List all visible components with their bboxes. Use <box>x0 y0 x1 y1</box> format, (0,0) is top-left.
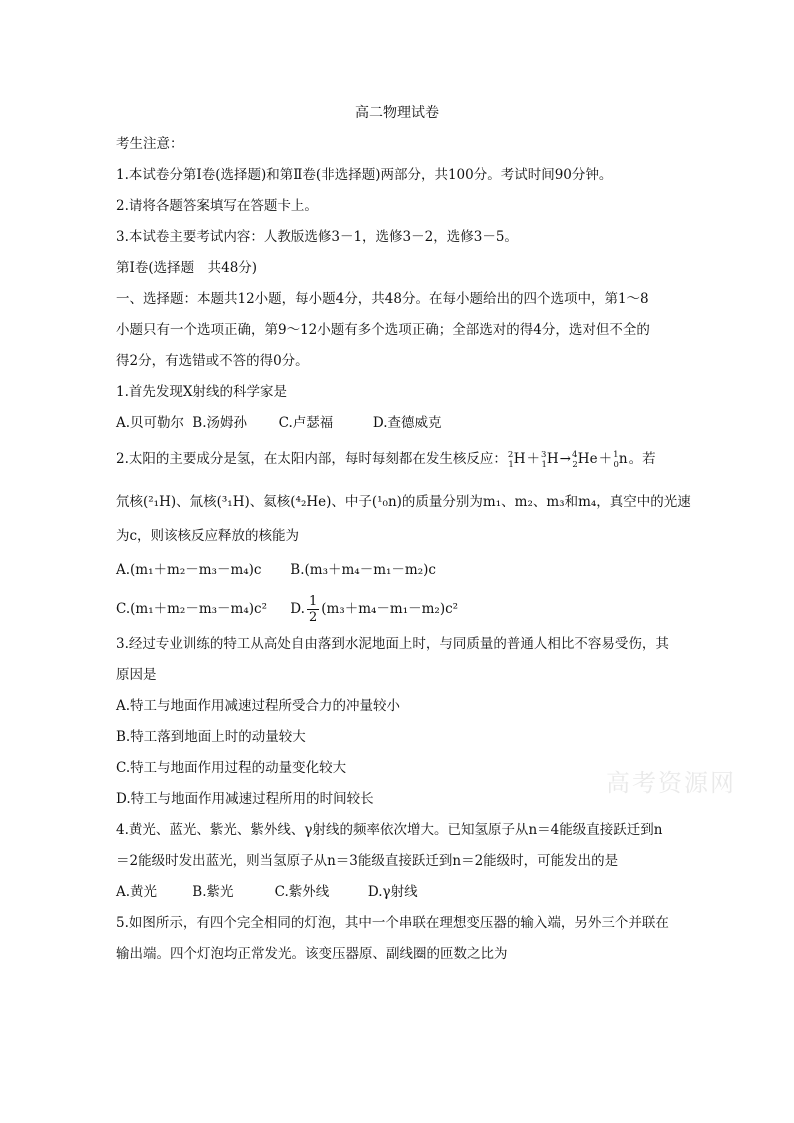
option-c: C.(m₁＋m₂－m₃－m₄)c² <box>116 601 267 617</box>
neutron-symbol: $^1_0$n <box>613 450 628 470</box>
option-d-label: D. <box>290 601 305 617</box>
option-b: B.特工落到地面上时的动量较大 <box>116 729 306 745</box>
option-a: A.黄光 <box>116 884 158 900</box>
watermark: 高考资源网 <box>606 769 736 797</box>
option-a: A.特工与地面作用减速过程所受合力的冲量较小 <box>116 698 401 714</box>
nuclear-equation: $^2_1$H＋$^3_1$H→$^4_2$He＋$^1_0$n <box>507 450 628 470</box>
option-d: D.特工与地面作用减速过程所用的时间较长 <box>116 791 374 807</box>
option-a: A.(m₁＋m₂－m₃－m₄)c <box>116 562 262 578</box>
section-instructions: 得2分，有选错或不答的得0分。 <box>116 353 309 369</box>
question-1-stem: 1.首先发现X射线的科学家是 <box>116 384 287 400</box>
option-d: D.γ射线 <box>367 884 418 900</box>
question-5-stem: 5.如图所示，有四个完全相同的灯泡，其中一个串联在理想变压器的输入端，另外三个并联在 <box>116 915 669 931</box>
question-5-stem: 输出端。四个灯泡均正常发光。该变压器原、副线圈的匝数之比为 <box>116 946 508 962</box>
section-instructions: 一、选择题：本题共12小题，每小题4分，共48分。在每小题给出的四个选项中，第1～8 <box>116 291 649 307</box>
option-d <box>290 594 458 625</box>
notice-heading: 考生注意： <box>116 136 184 152</box>
part-heading: 第Ⅰ卷(选择题 共48分) <box>116 260 258 276</box>
deuterium-symbol: $^2_1$H <box>507 450 526 470</box>
question-2-line-2: 氘核(²₁H)、氚核(³₁H)、氦核(⁴₂He)、中子(¹₀n)的质量分别为m₁、m₂、m₃和m₄，真空中的光速 <box>116 494 691 510</box>
notice-line: 1.本试卷分第Ⅰ卷(选择题)和第Ⅱ卷(非选择题)两部分，共100分。考试时间90分钟。 <box>116 167 613 183</box>
option-d-expression: (m₃＋m₄－m₁－m₂)c² <box>321 601 459 617</box>
option-d: D.查德威克 <box>372 415 442 431</box>
question-2-options-row-2 <box>116 594 458 625</box>
question-2-stem-start: 2.太阳的主要成分是氢，在太阳内部，每时每刻都在发生核反应： <box>116 451 507 467</box>
tritium-symbol: $^3_1$H <box>541 450 559 470</box>
question-1-options <box>116 413 442 433</box>
helium-symbol: $^4_2$He <box>571 450 598 470</box>
question-4-stem: 4.黄光、蓝光、紫光、紫外线、γ射线的频率依次增大。已知氢原子从n＝4能级直接跃迁到n <box>116 822 663 838</box>
option-a: A.贝可勒尔 <box>116 415 185 431</box>
question-2-stem-end: 。若 <box>628 451 656 467</box>
option-c: C.卢瑟福 <box>278 415 334 431</box>
option-b: B.(m₃＋m₄－m₁－m₂)c <box>290 562 436 578</box>
question-2-options-row-1 <box>116 560 436 580</box>
question-4-stem: ＝2能级时发出蓝光，则当氢原子从n＝3能级直接跃迁到n＝2能级时，可能发出的是 <box>116 853 619 869</box>
question-2-line-3: 为c，则该核反应释放的核能为 <box>116 528 300 544</box>
option-c: C.特工与地面作用过程的动量变化较大 <box>116 760 347 776</box>
page-title: 高二物理试卷 <box>355 105 439 121</box>
option-b: B.紫光 <box>192 884 234 900</box>
section-instructions: 小题只有一个选项正确，第9～12小题有多个选项正确；全部选对的得4分，选对但不全的 <box>116 322 650 338</box>
option-c: C.紫外线 <box>274 884 330 900</box>
notice-line: 3.本试卷主要考试内容：人教版选修3－1，选修3－2，选修3－5。 <box>116 229 518 245</box>
question-4-options <box>116 882 418 902</box>
question-3-stem: 原因是 <box>116 667 157 683</box>
question-2-line-1 <box>116 449 656 471</box>
notice-line: 2.请将各题答案填写在答题卡上。 <box>116 198 318 214</box>
option-b: B.汤姆孙 <box>192 415 248 431</box>
question-3-stem: 3.经过专业训练的特工从高处自由落到水泥地面上时，与同质量的普通人相比不容易受伤，其 <box>116 636 669 652</box>
fraction-one-half: $\frac{1}{2}$ <box>308 594 318 625</box>
